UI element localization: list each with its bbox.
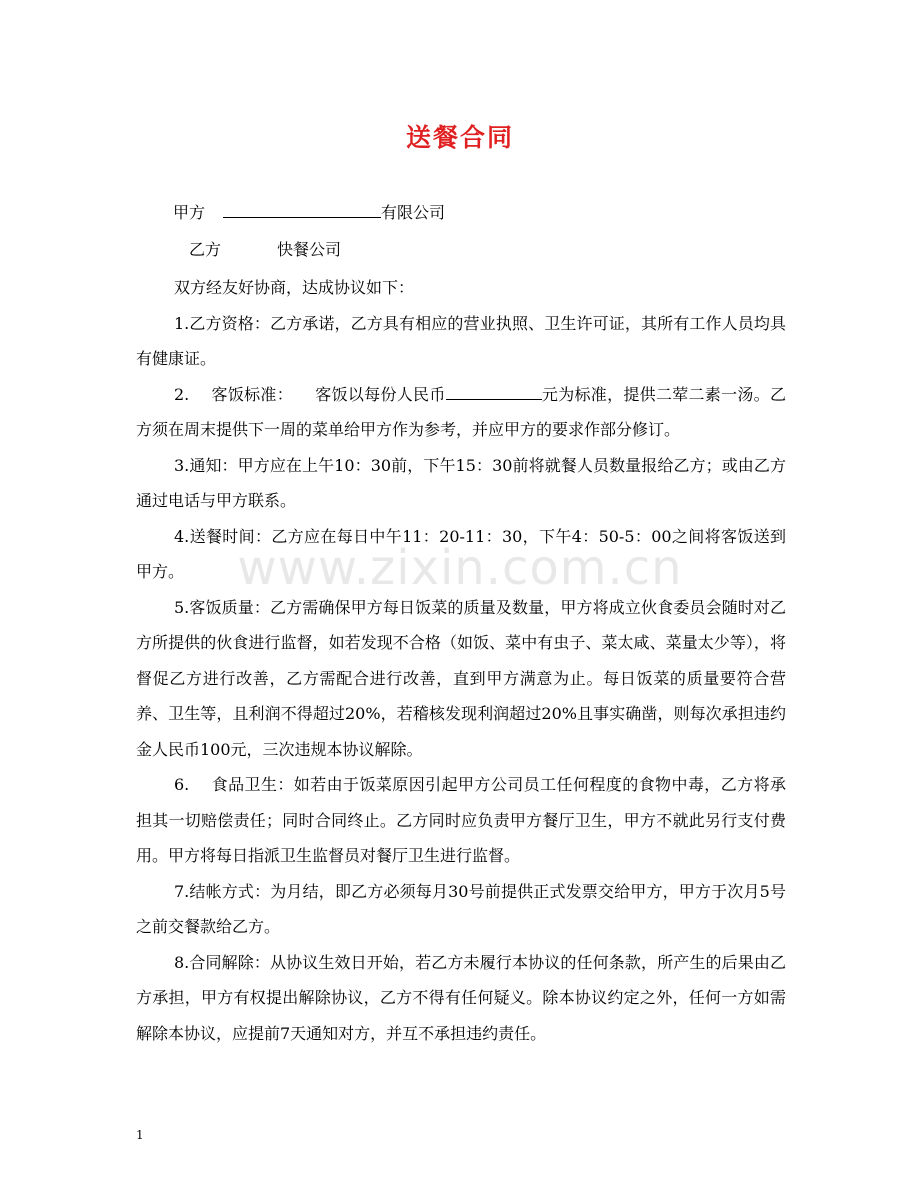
clause-5: 5.客饭质量：乙方需确保甲方每日饭菜的质量及数量，甲方将成立伙食委员会随时对乙方所提供的伙食进行监督，如若发现不合格（如饭、菜中有虫子、菜太咸、菜量太少等），将督促乙方进行改善，乙方需配合进行改善，直到甲方满意为止。每日饭菜的质量要符合营养、卫生等，且利润不得超过20%，若稽核发现利润超过20%且事实确凿，则每次承担违约金人民币100元，三次违规本协议解除。 <box>136 597 786 759</box>
party-b-name: 快餐公司 <box>277 240 342 259</box>
clause-3: 3.通知：甲方应在上午10：30前，下午15：30前将就餐人员数量报给乙方；或由乙方通过电话与甲方联系。 <box>136 455 786 510</box>
page-number: 1 <box>136 1128 144 1142</box>
clause-2-number: 2. <box>174 384 190 404</box>
clause-6-text: 食品卫生：如若由于饭菜原因引起甲方公司员工任何程度的食物中毒，乙方将承担其一切赔偿责任；同时合同终止。乙方同时应负责甲方餐厅卫生，甲方不就此另行支付费用。甲方将每日指派卫生监督员对餐厅卫生进行监督。 <box>136 775 786 865</box>
clause-7: 7.结帐方式：为月结，即乙方必须每月30号前提供正式发票交给甲方，甲方于次月5号之前交餐款给乙方。 <box>136 881 786 936</box>
watermark: www.zixin.com.cn <box>237 540 683 596</box>
party-b-line <box>189 236 341 264</box>
clause-2 <box>136 377 786 448</box>
party-b-label: 乙方 <box>189 240 222 259</box>
party-a-line <box>173 199 445 227</box>
clause-4: 4.送餐时间：乙方应在每日中午11：20-11：30，下午4：50-5：00之间将客饭送到甲方。 <box>136 526 786 581</box>
clause-2-before-blank: 客饭以每份人民币 <box>315 384 446 404</box>
clause-6-number: 6. <box>174 775 190 794</box>
party-a-suffix: 有限公司 <box>381 203 446 222</box>
party-a-label: 甲方 <box>173 203 206 222</box>
clause-2-label: 客饭标准： <box>211 384 294 404</box>
document-title: 送餐合同 <box>405 123 514 152</box>
price-blank <box>446 381 542 400</box>
party-a-name-blank <box>223 199 381 218</box>
clause-2-after-blank: 元为标准，提供二荤二素一汤。乙方须在周末提供下一周的菜单给甲方作为参考，并应甲方的要求作部分修订。 <box>136 384 786 439</box>
clause-6 <box>136 767 786 874</box>
contract-body <box>136 270 786 1051</box>
clause-8: 8.合同解除：从协议生效日开始，若乙方未履行本协议的任何条款，所产生的后果由乙方承担，甲方有权提出解除协议，乙方不得有任何疑义。除本协议约定之外，任何一方如需解除本协议，应提前7天通知对方，并互不承担违约责任。 <box>136 952 786 1043</box>
clause-1: 1.乙方资格：乙方承诺，乙方具有相应的营业执照、卫生许可证，其所有工作人员均具有健康证。 <box>136 313 786 368</box>
intro-paragraph: 双方经友好协商，达成协议如下： <box>174 278 415 297</box>
